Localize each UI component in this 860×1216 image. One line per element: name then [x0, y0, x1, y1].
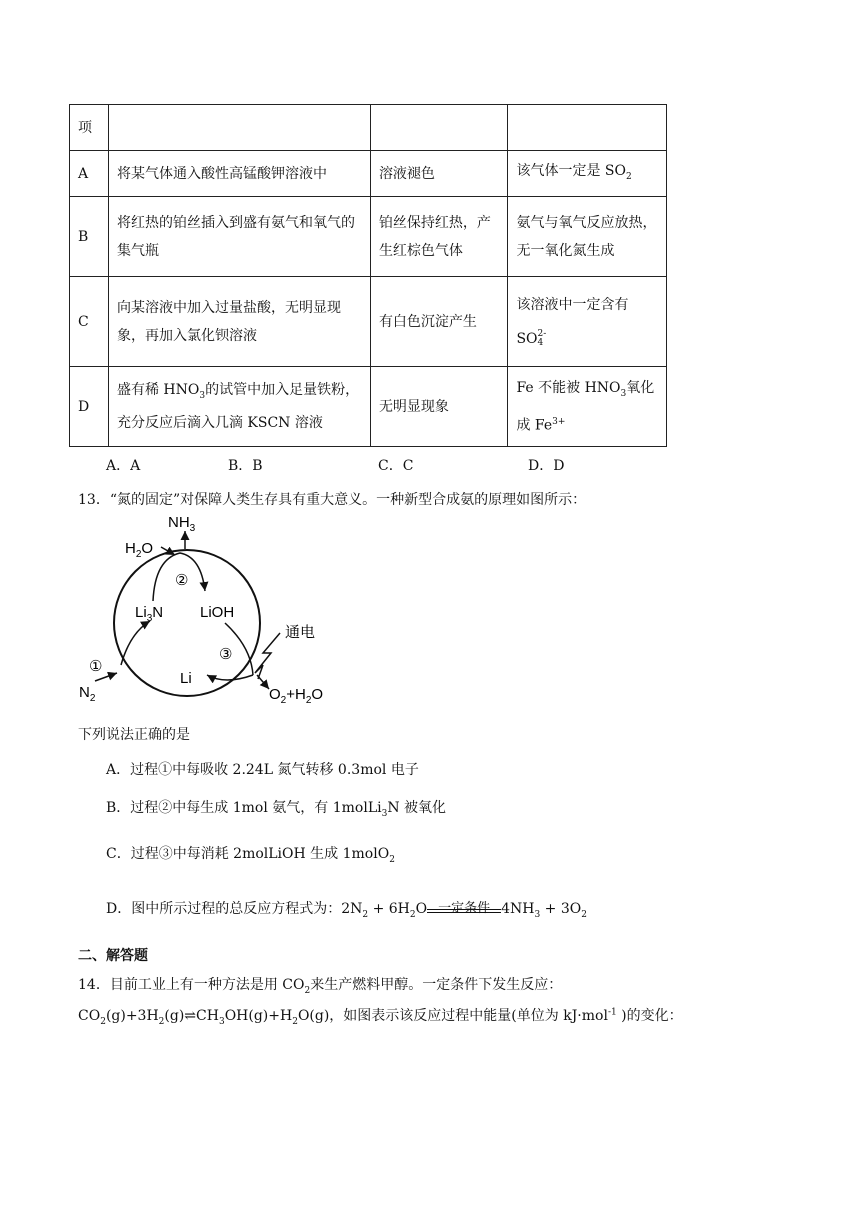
q13-prompt: 下列说法正确的是 — [78, 727, 190, 743]
ammonia-synthesis-diagram — [75, 513, 345, 713]
phenomenon-cell: 有白色沉淀产生 — [370, 277, 508, 367]
phenomenon-cell: 无明显现象 — [370, 367, 508, 447]
conclusion-cell: 该气体一定是 $SO_2$ — [508, 151, 667, 197]
row-label: C — [70, 277, 109, 367]
conclusion-cell: 该溶液中一定含有 SO 2- 4 — [508, 277, 667, 367]
nh3-label: $NH_3$ — [168, 514, 196, 534]
equilibrium-arrow-icon: ⇌ — [184, 1008, 197, 1024]
q14-equation-line: $CO_2(g)+3H_2(g)\rightleftharpoons CH_3OH(g)+H_2O(g)$，如图表示该反应过程中能量(单位为 kJ·mol$^{-1}$ )的变化： — [78, 1007, 683, 1027]
lioh-label: LiOH — [200, 604, 235, 621]
section-heading: 二、解答题 — [78, 948, 148, 964]
option-c: C．C — [378, 458, 414, 474]
operation-cell: 盛有稀 $HNO_3$的试管中加入足量铁粉，充分反应后滴入几滴 KSCN 溶液 — [108, 367, 370, 447]
table-cell — [108, 105, 370, 151]
n2-label: $N_2$ — [79, 684, 96, 704]
option-b: B．B — [228, 458, 263, 474]
circle1-label: ① — [89, 658, 103, 675]
option-a: A．A — [106, 458, 141, 474]
h2o-label: $H_2O$ — [125, 540, 154, 560]
table-row — [70, 197, 667, 277]
operation-cell: 将某气体通入酸性高锰酸钾溶液中 — [108, 151, 370, 197]
conclusion-cell: Fe 不能被 $HNO_3$氧化成 $Fe^{3+}$ — [508, 367, 667, 447]
table-cell — [508, 105, 667, 151]
table-row — [70, 277, 667, 367]
q13-option-b: B．过程②中每生成 1mol 氨气，有 1molLi$_3$N 被氧化 — [106, 800, 447, 819]
tongdian-label: 通电 — [285, 624, 316, 641]
table-cell: 项 — [70, 105, 109, 151]
phenomenon-cell: 铂丝保持红热，产生红棕色气体 — [370, 197, 508, 277]
table-row — [70, 105, 667, 151]
q13-option-d: D．图中所示过程的总反应方程式为：$2N_2 + 6H_2O$ 一定条件 $4NH_3 + 3O_2$ — [106, 901, 587, 920]
circle2-label: ② — [175, 572, 189, 589]
table-row — [70, 367, 667, 447]
operation-cell: 将红热的铂丝插入到盛有氨气和氧气的集气瓶 — [108, 197, 370, 277]
experiment-table — [69, 104, 667, 447]
o2-h2o-label: $O_2+H_2O$ — [269, 686, 324, 706]
circle3-label: ③ — [219, 646, 233, 663]
q14-line1: 14．目前工业上有一种方法是用 $CO_2$来生产燃料甲醇。一定条件下发生反应： — [78, 977, 563, 996]
li-label: Li — [180, 670, 192, 687]
li3n-label: $Li_3N$ — [135, 604, 164, 624]
step1-arrow — [121, 621, 150, 665]
row-label: D — [70, 367, 109, 447]
conclusion-cell: 氨气与氧气反应放热，无一氧化氮生成 — [508, 197, 667, 277]
table-row — [70, 151, 667, 197]
operation-cell: 向某溶液中加入过量盐酸，无明显现象，再加入氯化钡溶液 — [108, 277, 370, 367]
option-d: D．D — [528, 458, 565, 474]
phenomenon-cell: 溶液褪色 — [370, 151, 508, 197]
row-label: A — [70, 151, 109, 197]
q13-option-a: A．过程①中每吸收 2.24L 氮气转移 0.3mol 电子 — [106, 762, 419, 778]
q13-stem: 13．“氮的固定”对保障人类生存具有重大意义。一种新型合成氨的原理如图所示： — [78, 492, 587, 508]
q13-option-c: C．过程③中每消耗 2molLiOH 生成 1molO$_2$ — [106, 846, 395, 865]
row-label: B — [70, 197, 109, 277]
table-cell — [370, 105, 508, 151]
